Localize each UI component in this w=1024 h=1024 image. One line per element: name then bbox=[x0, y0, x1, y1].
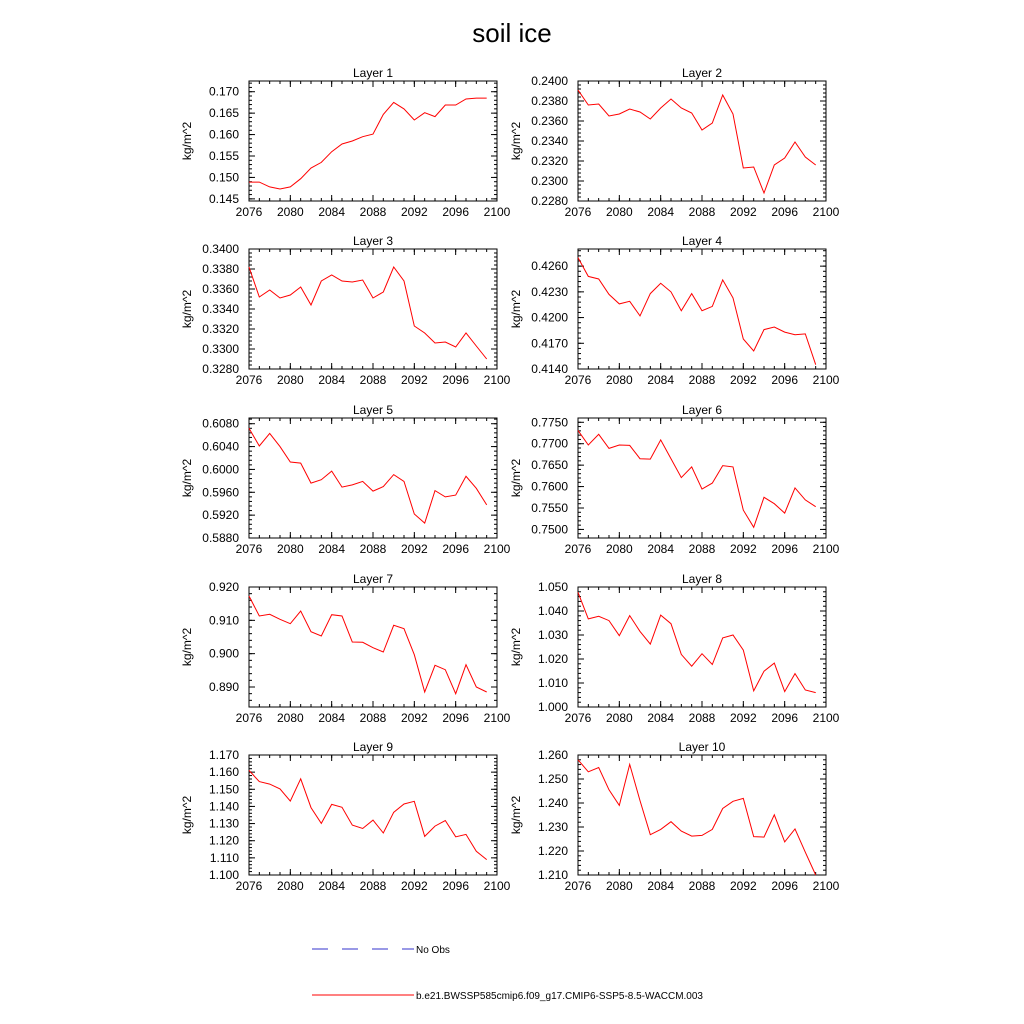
legend-obs-label: No Obs bbox=[416, 945, 450, 956]
y-tick-label: 0.6040 bbox=[202, 439, 239, 454]
panel-title: Layer 3 bbox=[352, 234, 394, 248]
y-tick-label: 1.160 bbox=[208, 765, 239, 780]
panel-layer-2 bbox=[509, 66, 840, 219]
x-tick-label: 2092 bbox=[729, 711, 757, 725]
y-tick-label: 0.2280 bbox=[531, 194, 568, 208]
x-tick-label: 2076 bbox=[235, 711, 263, 725]
y-tick-label: 0.7700 bbox=[531, 436, 568, 451]
x-tick-label: 2092 bbox=[729, 205, 757, 219]
panel-layer-3 bbox=[180, 234, 511, 387]
y-tick-label: 0.900 bbox=[208, 646, 239, 661]
y-axis-label: kg/m^2 bbox=[180, 458, 194, 498]
y-tick-label: 1.110 bbox=[209, 850, 239, 865]
panel-title: Layer 8 bbox=[681, 572, 723, 586]
x-tick-label: 2092 bbox=[729, 542, 757, 556]
y-tick-label: 0.4140 bbox=[531, 362, 568, 376]
x-tick-label: 2096 bbox=[442, 711, 470, 725]
y-tick-label: 0.3280 bbox=[202, 362, 239, 376]
x-tick-label: 2088 bbox=[688, 879, 716, 893]
y-tick-label: 0.2360 bbox=[531, 114, 568, 128]
y-axis-label: kg/m^2 bbox=[180, 289, 194, 329]
legend bbox=[312, 945, 703, 1002]
y-axis-label: kg/m^2 bbox=[509, 627, 523, 667]
x-tick-label: 2096 bbox=[442, 542, 470, 556]
x-tick-label: 2080 bbox=[276, 373, 304, 387]
panel-title: Layer 7 bbox=[352, 572, 394, 586]
y-tick-label: 0.5960 bbox=[202, 485, 239, 500]
y-tick-label: 0.5880 bbox=[202, 531, 239, 545]
x-tick-label: 2080 bbox=[276, 205, 304, 219]
legend-obs-entry bbox=[312, 945, 450, 956]
y-tick-label: 0.5920 bbox=[202, 508, 239, 523]
x-tick-label: 2096 bbox=[771, 373, 799, 387]
x-tick-label: 2100 bbox=[812, 205, 840, 219]
panel-layer-4 bbox=[509, 234, 840, 387]
y-tick-label: 0.155 bbox=[208, 149, 239, 163]
x-tick-label: 2084 bbox=[318, 879, 346, 893]
series-line bbox=[249, 428, 487, 523]
x-tick-label: 2096 bbox=[442, 373, 470, 387]
plot-frame bbox=[578, 418, 826, 538]
y-tick-label: 1.210 bbox=[537, 868, 568, 882]
plot-frame bbox=[249, 249, 497, 369]
y-tick-label: 1.100 bbox=[208, 868, 239, 882]
y-tick-label: 0.4170 bbox=[531, 336, 568, 351]
y-tick-label: 1.230 bbox=[537, 820, 568, 834]
y-tick-label: 0.170 bbox=[208, 84, 239, 99]
x-tick-label: 2096 bbox=[771, 205, 799, 219]
y-tick-label: 0.6080 bbox=[202, 416, 239, 431]
panel-title: Layer 6 bbox=[681, 403, 723, 417]
x-tick-label: 2088 bbox=[688, 542, 716, 556]
x-tick-label: 2096 bbox=[771, 711, 799, 725]
y-tick-label: 0.2300 bbox=[531, 174, 568, 188]
y-axis-label: kg/m^2 bbox=[180, 627, 194, 667]
x-tick-label: 2088 bbox=[359, 542, 387, 556]
panel-title: Layer 2 bbox=[681, 66, 723, 80]
y-tick-label: 0.7500 bbox=[531, 522, 568, 537]
x-tick-label: 2080 bbox=[605, 711, 633, 725]
series-line bbox=[578, 592, 816, 692]
y-tick-label: 0.890 bbox=[208, 680, 239, 694]
x-tick-label: 2092 bbox=[400, 373, 428, 387]
x-tick-label: 2088 bbox=[359, 879, 387, 893]
y-tick-label: 1.250 bbox=[537, 772, 568, 786]
panel-title: Layer 4 bbox=[681, 234, 723, 248]
y-tick-label: 0.145 bbox=[208, 191, 239, 206]
series-line bbox=[249, 267, 487, 359]
x-tick-label: 2088 bbox=[688, 373, 716, 387]
x-tick-label: 2092 bbox=[400, 205, 428, 219]
panel-layer-7 bbox=[180, 572, 511, 725]
x-tick-label: 2088 bbox=[688, 711, 716, 725]
x-tick-label: 2100 bbox=[812, 542, 840, 556]
y-tick-label: 1.240 bbox=[537, 796, 568, 810]
x-tick-label: 2096 bbox=[771, 879, 799, 893]
y-tick-label: 0.2320 bbox=[531, 154, 568, 168]
x-tick-label: 2092 bbox=[400, 542, 428, 556]
y-tick-label: 0.7550 bbox=[531, 501, 568, 515]
series-line bbox=[578, 430, 816, 527]
y-tick-label: 0.7750 bbox=[531, 415, 568, 430]
x-tick-label: 2076 bbox=[564, 879, 592, 893]
panel-layer-1 bbox=[180, 66, 511, 219]
plot-frame bbox=[249, 755, 497, 875]
plot-frame bbox=[249, 418, 497, 538]
x-tick-label: 2076 bbox=[564, 205, 592, 219]
x-tick-label: 2100 bbox=[812, 373, 840, 387]
series-line bbox=[578, 258, 816, 365]
x-tick-label: 2092 bbox=[729, 879, 757, 893]
x-tick-label: 2084 bbox=[647, 711, 675, 725]
panel-layer-10 bbox=[509, 740, 840, 893]
x-tick-label: 2080 bbox=[276, 542, 304, 556]
x-tick-label: 2100 bbox=[483, 542, 511, 556]
y-tick-label: 1.010 bbox=[537, 676, 568, 690]
x-tick-label: 2080 bbox=[605, 879, 633, 893]
y-tick-label: 0.6000 bbox=[202, 462, 239, 477]
series-line bbox=[249, 596, 487, 694]
y-tick-label: 0.7600 bbox=[531, 479, 568, 494]
x-tick-label: 2088 bbox=[688, 205, 716, 219]
y-tick-label: 1.120 bbox=[208, 833, 239, 848]
panel-title: Layer 1 bbox=[352, 66, 394, 80]
y-tick-label: 0.3360 bbox=[202, 282, 239, 296]
x-tick-label: 2076 bbox=[235, 542, 263, 556]
y-tick-label: 1.140 bbox=[208, 799, 239, 814]
y-axis-label: kg/m^2 bbox=[509, 795, 523, 835]
panel-layer-5 bbox=[180, 403, 511, 556]
y-tick-label: 0.3340 bbox=[202, 302, 239, 316]
x-tick-label: 2088 bbox=[359, 373, 387, 387]
legend-model-label: b.e21.BWSSP585cmip6.f09_g17.CMIP6-SSP5-8.5-WACCM.003 bbox=[416, 991, 703, 1002]
x-tick-label: 2096 bbox=[442, 879, 470, 893]
x-tick-label: 2076 bbox=[564, 542, 592, 556]
x-tick-label: 2076 bbox=[564, 711, 592, 725]
x-tick-label: 2092 bbox=[400, 879, 428, 893]
y-tick-label: 1.130 bbox=[208, 816, 239, 831]
y-axis-label: kg/m^2 bbox=[509, 458, 523, 498]
x-tick-label: 2080 bbox=[276, 711, 304, 725]
panel-title: Layer 10 bbox=[678, 740, 726, 754]
x-tick-label: 2084 bbox=[647, 205, 675, 219]
y-axis-label: kg/m^2 bbox=[180, 795, 194, 835]
x-tick-label: 2084 bbox=[647, 879, 675, 893]
y-tick-label: 1.260 bbox=[537, 748, 568, 762]
x-tick-label: 2088 bbox=[359, 711, 387, 725]
y-tick-label: 0.3400 bbox=[202, 242, 239, 256]
x-tick-label: 2076 bbox=[564, 373, 592, 387]
y-axis-label: kg/m^2 bbox=[509, 121, 523, 161]
plot-frame bbox=[249, 81, 497, 201]
plot-frame bbox=[249, 587, 497, 707]
x-tick-label: 2096 bbox=[771, 542, 799, 556]
series-line bbox=[578, 760, 816, 875]
y-tick-label: 1.040 bbox=[537, 604, 568, 618]
x-tick-label: 2100 bbox=[483, 711, 511, 725]
y-tick-label: 0.165 bbox=[208, 106, 239, 121]
x-tick-label: 2080 bbox=[605, 373, 633, 387]
plot-frame bbox=[578, 755, 826, 875]
y-tick-label: 0.4260 bbox=[531, 259, 568, 274]
x-tick-label: 2076 bbox=[235, 205, 263, 219]
x-tick-label: 2100 bbox=[483, 879, 511, 893]
y-tick-label: 1.150 bbox=[208, 782, 239, 797]
legend-model-entry bbox=[312, 991, 703, 1002]
plot-frame bbox=[578, 81, 826, 201]
y-tick-label: 0.3320 bbox=[202, 322, 239, 336]
chart-title: soil ice bbox=[472, 18, 552, 48]
y-tick-label: 0.150 bbox=[208, 170, 239, 185]
y-axis-label: kg/m^2 bbox=[509, 289, 523, 329]
series-line bbox=[249, 770, 487, 859]
x-tick-label: 2084 bbox=[318, 711, 346, 725]
x-tick-label: 2084 bbox=[647, 542, 675, 556]
y-tick-label: 0.2380 bbox=[531, 94, 568, 108]
panel-layer-8 bbox=[509, 572, 840, 725]
y-tick-label: 0.4200 bbox=[531, 310, 568, 325]
y-tick-label: 0.910 bbox=[208, 613, 239, 628]
x-tick-label: 2096 bbox=[442, 205, 470, 219]
plot-frame bbox=[578, 249, 826, 369]
x-tick-label: 2080 bbox=[605, 205, 633, 219]
panel-title: Layer 5 bbox=[352, 403, 394, 417]
y-tick-label: 1.030 bbox=[537, 628, 568, 642]
panel-layer-6 bbox=[509, 403, 840, 556]
x-tick-label: 2100 bbox=[812, 711, 840, 725]
panel-layer-9 bbox=[180, 740, 511, 893]
x-tick-label: 2080 bbox=[605, 542, 633, 556]
y-tick-label: 1.220 bbox=[537, 844, 568, 858]
y-tick-label: 0.4230 bbox=[531, 284, 568, 299]
x-tick-label: 2084 bbox=[318, 205, 346, 219]
x-tick-label: 2092 bbox=[400, 711, 428, 725]
y-tick-label: 0.3380 bbox=[202, 262, 239, 276]
x-tick-label: 2088 bbox=[359, 205, 387, 219]
series-line bbox=[249, 98, 487, 189]
y-tick-label: 1.170 bbox=[208, 748, 239, 762]
y-tick-label: 0.3300 bbox=[202, 342, 239, 356]
y-axis-label: kg/m^2 bbox=[180, 121, 194, 161]
x-tick-label: 2092 bbox=[729, 373, 757, 387]
y-tick-label: 0.160 bbox=[208, 127, 239, 142]
x-tick-label: 2080 bbox=[276, 879, 304, 893]
series-line bbox=[578, 90, 816, 193]
y-tick-label: 0.7650 bbox=[531, 458, 568, 473]
y-tick-label: 1.020 bbox=[537, 652, 568, 666]
y-tick-label: 1.000 bbox=[537, 700, 568, 714]
x-tick-label: 2076 bbox=[235, 879, 263, 893]
panel-title: Layer 9 bbox=[352, 740, 394, 754]
x-tick-label: 2100 bbox=[483, 373, 511, 387]
x-tick-label: 2100 bbox=[483, 205, 511, 219]
y-tick-label: 1.050 bbox=[537, 580, 568, 594]
y-tick-label: 0.2340 bbox=[531, 134, 568, 148]
x-tick-label: 2084 bbox=[318, 542, 346, 556]
y-tick-label: 0.920 bbox=[208, 580, 239, 594]
x-tick-label: 2076 bbox=[235, 373, 263, 387]
x-tick-label: 2084 bbox=[318, 373, 346, 387]
x-tick-label: 2100 bbox=[812, 879, 840, 893]
y-tick-label: 0.2400 bbox=[531, 74, 568, 88]
panels-grid bbox=[180, 66, 840, 893]
plot-frame bbox=[578, 587, 826, 707]
x-tick-label: 2084 bbox=[647, 373, 675, 387]
